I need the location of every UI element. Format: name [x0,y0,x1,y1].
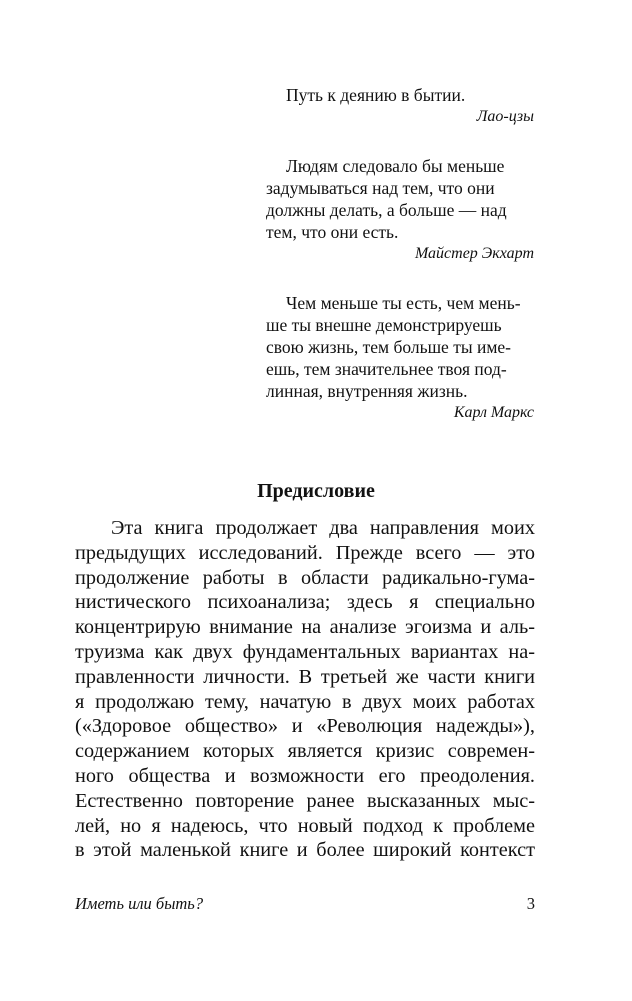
epigraph-eckhart [266,155,534,265]
preface-body [75,516,535,863]
body-line: в этой маленькой книге и более широкий контекст [75,839,535,862]
epigraph-author: Карл Маркс [453,404,534,421]
epigraph-lao-tzu [266,84,534,128]
epigraph-line: линная, внутренняя жизнь. [266,381,468,401]
epigraph-author: Лао-цзы [476,108,534,125]
epigraph-line: тем, что они есть. [266,222,399,242]
epigraph-line: ешь, тем значительнее твоя под- [266,359,507,379]
epigraph-marx [266,292,534,424]
section-title: Предисловие [257,480,375,502]
body-line: концентрирую внимание на анализе эгоизма и аль- [75,616,535,639]
page-number: 3 [526,894,535,913]
body-line: («Здоровое общество» и «Революция надежды»), [75,715,535,738]
epigraph-line: должны делать, а больше — над [266,200,507,220]
body-line: продолжение работы в области радикально-гума- [75,566,535,589]
epigraph-line: задумываться над тем, что они [266,178,495,198]
body-line: Эта книга продолжает два направления моих [111,517,535,539]
body-line: я продолжаю тему, начатую в двух моих работах [75,690,535,713]
epigraph-line: Людям следовало бы меньше [286,156,505,176]
epigraph-line: свою жизнь, тем больше ты име- [266,337,512,357]
epigraph-line: Чем меньше ты есть, чем мень- [286,293,521,313]
epigraph-line: Путь к деянию в бытии. [286,85,466,105]
body-line: Естественно повторение ранее высказанных мыс- [75,789,535,812]
body-line: лей, но я надеюсь, что новый подход к проблеме [75,814,535,837]
epigraph-line: ше ты внешне демонстрируешь [266,315,502,335]
epigraph-author: Майстер Экхарт [414,245,534,262]
body-line: труизма как двух фундаментальных вариантах на- [75,640,535,663]
epigraphs [266,84,534,451]
body-line: ного общества и возможности его преодоления. [75,764,535,787]
body-line: предыдущих исследований. Прежде всего — это [75,541,535,564]
body-line: нистического психоанализа; здесь я специально [75,591,535,614]
body-line: содержанием которых является кризис современ- [75,740,535,763]
body-line: правленности личности. В третьей же части книги [75,665,535,688]
running-title: Иметь или быть? [75,894,204,913]
